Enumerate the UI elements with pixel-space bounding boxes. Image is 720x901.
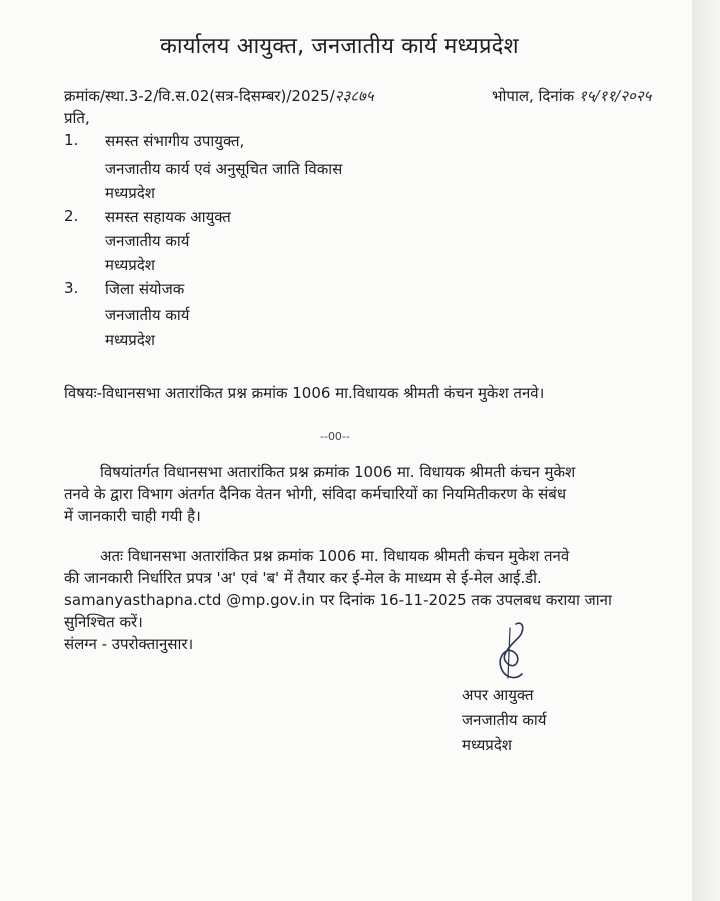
addressee-number: 1. <box>64 131 79 149</box>
addressee-line: जनजातीय कार्य <box>105 232 190 250</box>
paragraph-line: विषयांतर्गत विधानसभा अतारांकित प्रश्न क्रमांक 1006 मा. विधायक श्रीमती कंचन मुकेश <box>100 463 576 481</box>
signatory-state: मध्यप्रदेश <box>462 736 513 754</box>
paragraph-line: में जानकारी चाही गयी है। <box>64 507 201 525</box>
reference-number-printed: क्रमांक/स्था.3-2/वि.स.02(सत्र-दिसम्बर)/2025/ <box>64 87 335 105</box>
signatory-designation: अपर आयुक्त <box>462 686 534 704</box>
office-title: कार्यालय आयुक्त, जनजातीय कार्य मध्यप्रदेश <box>160 34 519 59</box>
date-handwritten: १५/११/२०२५ <box>578 87 652 105</box>
page-edge-shadow <box>692 0 720 901</box>
signatory-department: जनजातीय कार्य <box>462 711 547 729</box>
paragraph-line: सुनिश्चित करें। <box>64 613 143 631</box>
paragraph-line: samanyasthapna.ctd @mp.gov.in पर दिनांक 16-11-2025 तक उपलबध कराया जाना <box>64 591 612 609</box>
reference-number-handwritten: २३८७५ <box>334 87 374 105</box>
addressee-line: मध्यप्रदेश <box>105 331 156 349</box>
addressee-line: मध्यप्रदेश <box>105 184 156 202</box>
addressee-line: समस्त सहायक आयुक्त <box>105 208 231 226</box>
paragraph-intro <box>64 461 616 527</box>
addressee-line: मध्यप्रदेश <box>105 256 156 274</box>
signature-mark <box>486 618 546 688</box>
subject-line: विषयः-विधानसभा अतारांकित प्रश्न क्रमांक 1006 मा.विधायक श्रीमती कंचन मुकेश तनवे। <box>64 384 545 402</box>
addressee-number: 2. <box>64 207 79 225</box>
addressee-line: जिला संयोजक <box>105 280 185 298</box>
paragraph-line: की जानकारी निर्धारित प्रपत्र 'अ' एवं 'ब' में तैयार कर ई-मेल के माध्यम से ई-मेल आई.डी. <box>64 569 542 587</box>
addressee-line: समस्त संभागीय उपायुक्त, <box>105 132 245 150</box>
salutation: प्रति, <box>64 109 90 127</box>
addressee-line: जनजातीय कार्य <box>105 306 190 324</box>
place-date <box>492 86 651 106</box>
addressee-number: 3. <box>64 279 79 297</box>
paragraph-line: तनवे के द्वारा विभाग अंतर्गत दैनिक वेतन भोगी, संविदा कर्मचारियों का नियमितीकरण के संबंध <box>64 485 567 503</box>
separator: --00-- <box>320 430 350 443</box>
reference-number <box>64 86 374 106</box>
addressee-line: जनजातीय कार्य एवं अनुसूचित जाति विकास <box>105 160 343 178</box>
paragraph-line: अतः विधानसभा अतारांकित प्रश्न क्रमांक 1006 मा. विधायक श्रीमती कंचन मुकेश तनवे <box>100 547 570 565</box>
place-label: भोपाल, दिनांक <box>492 87 575 105</box>
enclosure-note: संलग्न - उपरोक्तानुसार। <box>64 635 194 653</box>
signatory-block <box>462 683 546 758</box>
